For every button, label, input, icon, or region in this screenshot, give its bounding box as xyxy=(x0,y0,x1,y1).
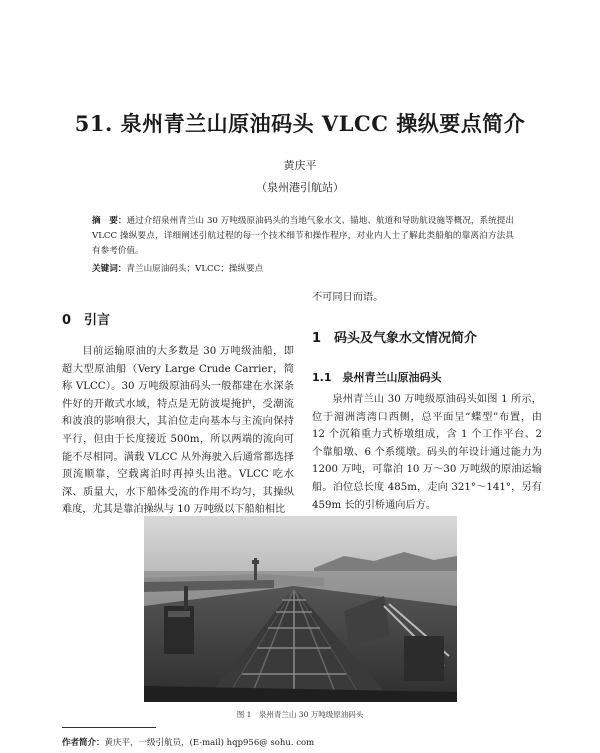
keywords-label: 关键词： xyxy=(92,264,127,274)
figure-photo-oil-terminal xyxy=(144,516,457,702)
section-heading-overview: 1 码头及气象水文情况简介 xyxy=(312,331,478,346)
keywords xyxy=(92,262,263,274)
oil-terminal-photo-illustration xyxy=(144,516,457,702)
author-footnote xyxy=(62,736,314,748)
author-affiliation: （泉州港引航站） xyxy=(256,181,344,194)
column-continuation-text: 不可同日而语。 xyxy=(312,292,384,303)
keywords-text: 青兰山原油码头；VLCC；操纵要点 xyxy=(126,264,264,274)
author-name: 黄庆平 xyxy=(283,159,317,172)
footnote-divider xyxy=(62,727,156,728)
section-heading-introduction: 0 引言 xyxy=(62,313,111,328)
introduction-paragraph: 目前运输原油的大多数是 30 万吨级油船，即超大型原油船（Very Large Crude Carrier，简称 VLCC）。30 万吨级原油码头一般都建在水深条件好的开敞式水域，特点是无防波堤掩护，受潮流和波浪的影响很大，其泊位走向基本与主流向保持平行，但由于长度接近 500m，所以两端的流向可能不尽相同。满载 VLCC 从外海驶入后通常都选择顶流顺靠，空载离泊时再掉头出港。VLCC 吃水深、质量大，水下船体受流的作用不均匀，其操纵难度，尤其是靠泊操纵与 10 万吨级以下船舶相比 xyxy=(62,346,294,516)
footnote-text: 黄庆平，一级引航员，(E-mail) hqp956@ sohu. com xyxy=(104,738,315,748)
subsection-heading-terminal: 1.1 泉州青兰山原油码头 xyxy=(312,371,442,384)
abstract xyxy=(92,214,514,259)
terminal-paragraph: 泉州青兰山 30 万吨级原油码头如图 1 所示，位于湄洲湾湾口西侧，总平面呈“蝶型”布置，由 12 个沉箱重力式桥墩组成，含 1 个工作平台、2 个靠船墩、6 个系缆墩。码头的年设计通过能力为 1200 万吨，可靠泊 10 万～30 万吨级的原油运输船。泊位总长度 485m，走向 321°～141°，另有 459m 长的引桥通向后方。 xyxy=(312,394,542,511)
abstract-label: 摘 要： xyxy=(92,216,127,226)
abstract-text: 通过介绍泉州青兰山 30 万吨级原油码头的当地气象水文、锚地、航道和导助航设施等概况，系统提出 VLCC 操纵要点，详细阐述引航过程的每一个技术细节和操作程序，对业内人士了解此类船舶的靠离泊方法具有参考价值。 xyxy=(92,216,514,256)
paper-title: 51. 泉州青兰山原油码头 VLCC 操纵要点简介 xyxy=(74,111,526,136)
figure-caption: 图 1 泉州青兰山 30 万吨级原油码头 xyxy=(236,710,364,719)
footnote-label: 作者简介： xyxy=(62,738,105,748)
